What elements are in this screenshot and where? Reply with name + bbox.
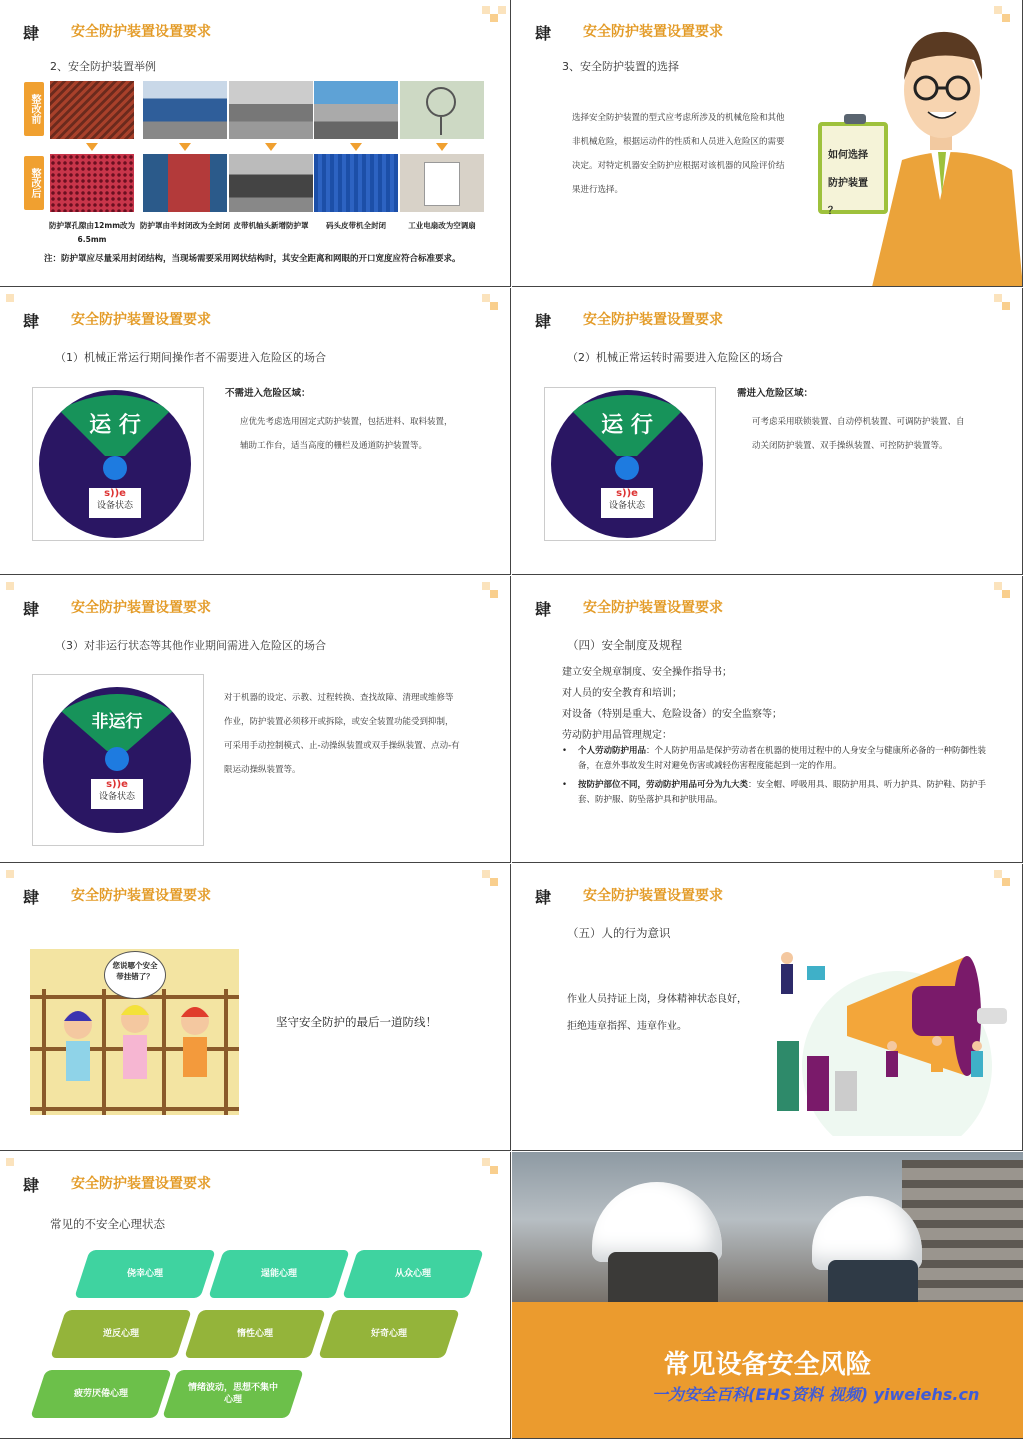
body-text: 选择安全防护装置的型式应考虑所涉及的机械危险和其他非机械危险，根据运动件的性质和人员进入危险区的需要决定。对特定机器安全防护应根据对该机器的风险评价结果进行选择。 — [572, 113, 785, 195]
slide-subtitle: （3）对非运行状态等其他作业期间需进入危险区的场合 — [55, 639, 326, 652]
megaphone-illustration — [767, 946, 1007, 1136]
bullet-text: ：个人防护用品是保护劳动者在机器的使用过程中的人身安全与健康所必备的一种防御性装备，在意外事故发生时对避免伤害或减轻伤害程度能起到一定的作用。 — [578, 746, 987, 771]
worker-figure — [608, 1252, 718, 1302]
dial-frame — [32, 387, 204, 541]
zone-heading: 不需进入危险区域： — [225, 388, 311, 399]
caption-5: 工业电扇改为空调扇 — [408, 221, 476, 230]
corner-decoration — [994, 294, 1002, 302]
status-text: 设备状态 — [98, 792, 135, 802]
photo-mesh-before — [50, 81, 134, 139]
section-badge: 肆 — [535, 312, 552, 331]
photo-belt-after — [229, 154, 313, 212]
corner-decoration — [482, 582, 490, 590]
clipboard-text — [828, 142, 888, 226]
pill-luck — [74, 1250, 216, 1298]
clipboard-clip — [844, 114, 866, 124]
pill-fatigue — [30, 1370, 172, 1418]
corner-decoration — [482, 294, 490, 302]
status-text: 设备状态 — [96, 501, 133, 511]
pill-conformity — [342, 1250, 484, 1298]
pill-show-off — [208, 1250, 350, 1298]
slide-title: 安全防护装置设置要求 — [71, 312, 211, 328]
arrow-down-icon — [265, 143, 277, 151]
arrow-down-icon — [350, 143, 362, 151]
body-text: 对于机器的设定、示教、过程转换、查找故障、清理或维修等作业，防护装置必须移开或拆除，或安全装置功能受到抑制，可采用手动控制模式、止-动操纵装置或双手操纵装置、点动-有限运动操纵装置等。 — [224, 693, 460, 775]
status-dial — [39, 390, 191, 538]
hero-photo — [512, 1152, 1023, 1302]
bullet-item — [562, 744, 992, 774]
slide-2 — [512, 0, 1023, 287]
status-box — [601, 488, 653, 518]
slogan-text: 坚守安全防护的最后一道防线！ — [276, 1015, 437, 1029]
clipboard — [818, 122, 888, 217]
slide-title: 安全防护装置设置要求 — [583, 312, 723, 328]
status-dial — [551, 390, 703, 538]
dial-frame — [544, 387, 716, 541]
slide-subtitle: （五）人的行为意识 — [567, 926, 671, 940]
body-text: 应优先考虑选用固定式防护装置，包括进料、取料装置，辅助工作台，适当高度的栅栏及通道防护装置等。 — [240, 417, 453, 451]
slide-subtitle: （四）安全制度及规程 — [567, 638, 682, 652]
photo-fan-after — [400, 154, 484, 212]
logo-text: s))e — [106, 779, 128, 790]
banner-title: 常见设备安全风险 — [663, 1350, 872, 1380]
corner-decoration — [6, 1158, 14, 1166]
section-badge: 肆 — [23, 888, 40, 907]
dial-label: 运 行 — [601, 413, 653, 438]
bullet-icon: • — [562, 746, 568, 756]
body-text: 作业人员持证上岗，身体精神状态良好，拒绝违章指挥、违章作业。 — [567, 994, 747, 1032]
corner-decoration — [994, 6, 1002, 14]
dial-label: 非运行 — [91, 712, 143, 732]
corner-decoration — [490, 878, 498, 886]
dial-frame — [32, 674, 204, 846]
pill-label: 逞能心理 — [260, 1269, 297, 1279]
dial-indicator — [615, 456, 639, 480]
section-badge: 肆 — [23, 24, 40, 43]
slide-8 — [512, 864, 1023, 1151]
slide-title: 安全防护装置设置要求 — [583, 888, 723, 904]
corner-decoration — [6, 870, 14, 878]
corner-decoration — [1002, 590, 1010, 598]
corner-decoration — [490, 302, 498, 310]
status-box — [89, 488, 141, 518]
caption-2: 防护罩由半封闭改为全封闭 — [140, 221, 230, 230]
title-banner — [512, 1302, 1023, 1439]
body-text: 可考虑采用联锁装置、自动停机装置、可调防护装置、自动关闭防护装置、双手操纵装置、可控防护装置等。 — [752, 417, 965, 451]
corner-decoration — [994, 870, 1002, 878]
slide-subtitle: 3、安全防护装置的选择 — [562, 60, 679, 73]
section-badge: 肆 — [23, 1176, 40, 1195]
dial-indicator — [103, 456, 127, 480]
rule-line: 劳动防护用品管理规定： — [562, 730, 672, 741]
rule-line: 对设备（特别是重大、危险设备）的安全监察等； — [562, 709, 782, 720]
slide-1 — [0, 0, 511, 287]
corner-decoration — [498, 6, 506, 14]
pill-label: 逆反心理 — [102, 1329, 139, 1339]
pill-label: 疲劳厌倦心理 — [73, 1389, 128, 1399]
pill-curiosity — [318, 1310, 460, 1358]
section-badge: 肆 — [535, 600, 552, 619]
pill-label: 情绪波动，思想不集中心理 — [188, 1383, 279, 1405]
caption-1: 防护罩孔隙由12mm改为6.5mm — [48, 221, 136, 244]
dial-label: 运 行 — [89, 413, 141, 438]
rule-line: 建立安全规章制度、安全操作指导书； — [562, 667, 732, 678]
slide-title: 安全防护装置设置要求 — [71, 1176, 211, 1192]
dial-indicator — [105, 747, 129, 771]
pill-emotion — [162, 1370, 304, 1418]
fan-stand — [440, 117, 442, 135]
pill-rebellion — [50, 1310, 192, 1358]
corner-decoration — [482, 6, 490, 14]
pill-label: 侥幸心理 — [126, 1269, 163, 1279]
status-box — [91, 779, 143, 809]
status-dial — [43, 687, 191, 833]
corner-decoration — [490, 590, 498, 598]
pill-label: 好奇心理 — [370, 1329, 407, 1339]
photo-fan-before — [400, 81, 484, 139]
note-text: 注：防护罩应尽量采用封闭结构，当现场需要采用网状结构时，其安全距离和网眼的开口宽度应符合标准要求。 — [44, 254, 461, 264]
slide-4 — [512, 288, 1023, 575]
corner-decoration — [482, 1158, 490, 1166]
arrow-down-icon — [436, 143, 448, 151]
slide-subtitle: （2）机械正常运转时需要进入危险区的场合 — [567, 351, 783, 364]
corner-decoration — [6, 582, 14, 590]
clipboard-line-1: 如何选择 — [828, 150, 868, 161]
corner-decoration — [6, 294, 14, 302]
corner-decoration — [1002, 878, 1010, 886]
slide-title: 安全防护装置设置要求 — [583, 600, 723, 616]
pill-inertia — [184, 1310, 326, 1358]
photo-mesh-after — [50, 154, 134, 212]
slide-title: 安全防护装置设置要求 — [71, 24, 211, 40]
photo-dock-after — [314, 154, 398, 212]
speech-bubble: 您说哪个安全带挂错了？ — [104, 951, 166, 999]
bullet-lead: 按防护部位不同，劳动防护用品可分为九大类 — [578, 780, 749, 790]
cooler-icon — [424, 162, 460, 206]
clipboard-line-3: ？ — [828, 206, 838, 217]
photo-belt-before — [229, 81, 313, 139]
slide-6 — [512, 576, 1023, 863]
logo-text: s))e — [104, 488, 126, 499]
pill-label: 惰性心理 — [236, 1329, 273, 1339]
arrow-down-icon — [86, 143, 98, 151]
slide-7 — [0, 864, 511, 1151]
worker-figure — [828, 1260, 918, 1302]
photo-cover-after — [143, 154, 227, 212]
status-text: 设备状态 — [608, 501, 645, 511]
corner-decoration — [490, 14, 498, 22]
slide-title: 安全防护装置设置要求 — [71, 888, 211, 904]
slide-subtitle: （1）机械正常运行期间操作者不需要进入危险区的场合 — [55, 351, 326, 364]
rules-list — [562, 662, 782, 746]
section-badge: 肆 — [535, 888, 552, 907]
slide-10 — [512, 1152, 1023, 1439]
bullet-text: ：安全帽、呼吸用具、眼防护用具、听力护具、防护鞋、防护手套、防护服、防坠落护具和护肤用品。 — [578, 780, 987, 805]
section-badge: 肆 — [535, 24, 552, 43]
slide-9 — [0, 1152, 511, 1439]
caption-3: 皮带机轴头新增防护罩 — [233, 221, 309, 230]
bullet-lead: 个人劳动防护用品 — [578, 746, 647, 756]
hardhat-icon — [592, 1182, 722, 1262]
photo-dock-before — [314, 81, 398, 139]
safety-cartoon — [30, 949, 239, 1115]
slide-subtitle: 2、安全防护装置举例 — [50, 60, 156, 73]
slide-title: 安全防护装置设置要求 — [583, 24, 723, 40]
section-badge: 肆 — [23, 600, 40, 619]
slide-3 — [0, 288, 511, 575]
rule-line: 对人员的安全教育和培训； — [562, 688, 682, 699]
slide-5 — [0, 576, 511, 863]
bullet-item — [562, 778, 992, 808]
corner-decoration — [994, 582, 1002, 590]
corner-decoration — [490, 1166, 498, 1174]
clipboard-line-2: 防护装置 — [828, 178, 868, 189]
logo-text: s))e — [616, 488, 638, 499]
slide-title: 安全防护装置设置要求 — [71, 600, 211, 616]
corner-decoration — [1002, 302, 1010, 310]
zone-heading: 需进入危险区域： — [737, 388, 814, 399]
corner-decoration — [482, 870, 490, 878]
section-badge: 肆 — [23, 312, 40, 331]
fan-icon — [426, 87, 456, 117]
caption-4: 码头皮带机全封闭 — [326, 221, 386, 230]
watermark-text: 一为安全百科(EHS资料 视频) yiweiehs.cn — [652, 1385, 980, 1404]
after-tag: 整改后 — [24, 156, 44, 210]
slide-subtitle: 常见的不安全心理状态 — [50, 1217, 165, 1231]
bullet-icon: • — [562, 780, 568, 790]
photo-cover-before — [143, 81, 227, 139]
bullet-list — [562, 744, 992, 808]
before-tag: 整改前 — [24, 82, 44, 136]
arrow-down-icon — [179, 143, 191, 151]
building-background — [902, 1160, 1023, 1302]
pill-label: 从众心理 — [394, 1269, 431, 1279]
